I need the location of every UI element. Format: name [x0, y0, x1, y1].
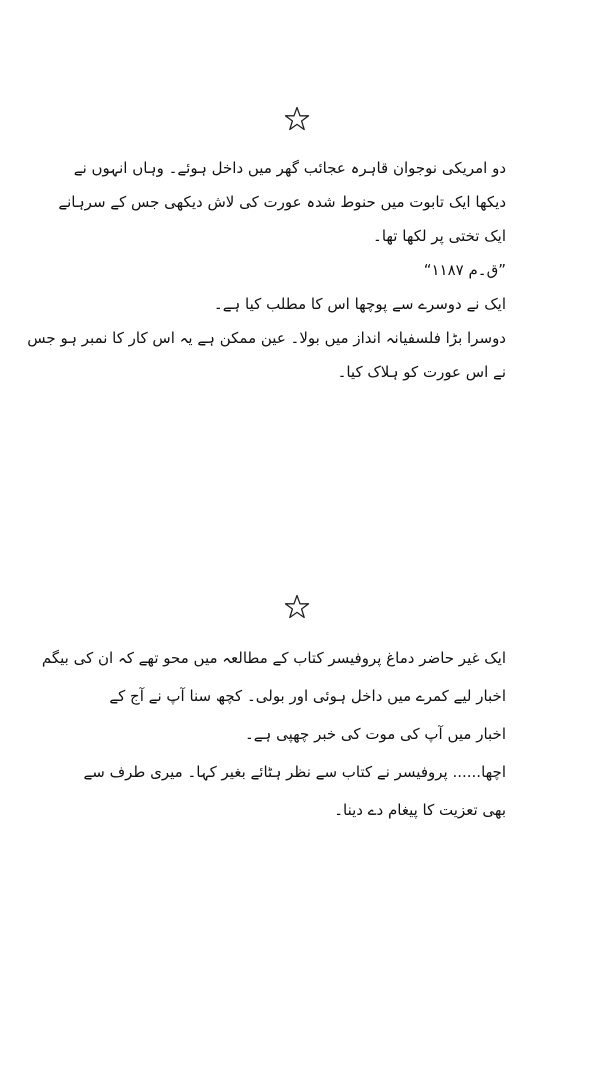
joke-section-1 — [27, 158, 506, 382]
text-line: بھی تعزیت کا پیغام دے دینا۔ — [334, 801, 506, 819]
star-outline-icon — [284, 106, 310, 132]
text-line: دو امریکی نوجوان قاہرہ عجائب گھر میں داخل ہوئے۔ وہاں انہوں نے — [73, 159, 506, 177]
text-line: دوسرا بڑا فلسفیانہ انداز میں بولا۔ عین ممکن ہے یہ اس کار کا نمبر ہو جس — [27, 329, 506, 347]
text-line: ایک تختی پر لکھا تھا۔ — [373, 227, 506, 245]
text-line: ایک نے دوسرے سے پوچھا اس کا مطلب کیا ہے۔ — [213, 295, 506, 313]
star-outline-icon — [284, 594, 310, 620]
text-line: دیکھا ایک تابوت میں حنوط شدہ عورت کی لاش دیکھی جس کے سرہانے — [58, 193, 506, 211]
joke-section-2 — [41, 648, 506, 820]
text-line: اخبار لیے کمرے میں داخل ہوئی اور بولی۔ کچھ سنا آپ نے آج کے — [109, 687, 506, 705]
text-line: نے اس عورت کو ہلاک کیا۔ — [337, 363, 506, 381]
text-line: اخبار میں آپ کی موت کی خبر چھپی ہے۔ — [244, 725, 506, 743]
text-line: ”ق۔م ۱۱۸۷“ — [423, 261, 506, 279]
text-line: اچھا...... پروفیسر نے کتاب سے نظر ہٹائے بغیر کہا۔ میری طرف سے — [83, 763, 506, 781]
text-line: ایک غیر حاضر دماغ پروفیسر کتاب کے مطالعہ میں محو تھے کہ ان کی بیگم — [41, 649, 506, 667]
